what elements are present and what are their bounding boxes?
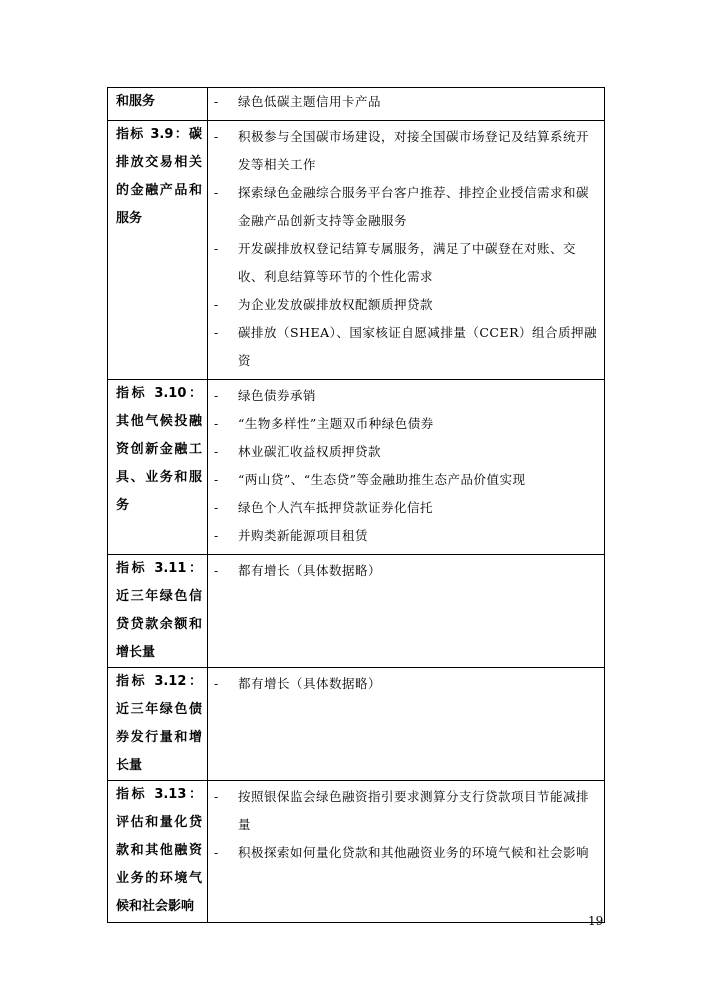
indicator-label-text: 指标 3.12：近三年绿色债券发行量和增长量 <box>116 674 202 773</box>
bullet-dash: - <box>214 472 219 487</box>
list-item <box>208 466 598 494</box>
indicator-label <box>108 668 208 781</box>
bullet-dash: - <box>214 388 219 403</box>
list-item-text: 绿色债券承销 <box>238 388 317 403</box>
bullet-dash: - <box>214 185 219 200</box>
bullet-dash: - <box>214 444 219 459</box>
list-item-text: 都有增长（具体数据略） <box>238 676 382 691</box>
list-item-text: “生物多样性”主题双币种绿色债券 <box>238 416 434 431</box>
list-item-text: 绿色个人汽车抵押贷款证券化信托 <box>238 500 434 515</box>
list-item-text: “两山贷”、“生态贷”等金融助推生态产品价值实现 <box>238 472 526 487</box>
bullet-dash: - <box>214 676 219 691</box>
list-item <box>208 319 598 375</box>
list-item-text: 绿色低碳主题信用卡产品 <box>238 94 382 109</box>
bullet-dash: - <box>214 129 219 144</box>
bullet-dash: - <box>214 94 219 109</box>
bullet-dash: - <box>214 789 219 804</box>
bullet-dash: - <box>214 325 219 340</box>
table-row <box>108 668 605 781</box>
list-item <box>208 783 598 839</box>
list-item-text: 积极参与全国碳市场建设，对接全国碳市场登记及结算系统开发等相关工作 <box>238 129 590 172</box>
list-item-text: 探索绿色金融综合服务平台客户推荐、排控企业授信需求和碳金融产品创新支持等金融服务 <box>238 185 590 228</box>
list-item <box>208 382 598 410</box>
bullet-dash: - <box>214 500 219 515</box>
indicator-label-text: 指标 3.11：近三年绿色信贷贷款余额和增长量 <box>116 561 202 660</box>
bullet-dash: - <box>214 241 219 256</box>
list-item-text: 并购类新能源项目租赁 <box>238 528 369 543</box>
list-item <box>208 291 598 319</box>
indicator-label-text: 和服务 <box>116 94 156 109</box>
list-item <box>208 235 598 291</box>
table-row <box>108 121 605 380</box>
list-item <box>208 438 598 466</box>
list-item <box>208 670 598 698</box>
indicator-items <box>208 668 605 781</box>
list-item-text: 按照银保监会绿色融资指引要求测算分支行贷款项目节能减排量 <box>238 789 590 832</box>
bullet-dash: - <box>214 845 219 860</box>
indicator-label-text: 指标 3.10：其他气候投融资创新金融工具、业务和服务 <box>116 386 202 513</box>
table-row <box>108 88 605 121</box>
indicator-items <box>208 121 605 380</box>
list-item <box>208 494 598 522</box>
list-item <box>208 410 598 438</box>
indicator-items <box>208 555 605 668</box>
list-item-text: 都有增长（具体数据略） <box>238 563 382 578</box>
bullet-dash: - <box>214 416 219 431</box>
list-item-text: 开发碳排放权登记结算专属服务，满足了中碳登在对账、交收、利息结算等环节的个性化需求 <box>238 241 577 284</box>
bullet-dash: - <box>214 528 219 543</box>
indicator-label-text: 指标 3.13：评估和量化贷款和其他融资业务的环境气候和社会影响 <box>116 787 202 914</box>
list-item <box>208 522 598 550</box>
indicator-items <box>208 88 605 121</box>
list-item <box>208 88 598 116</box>
list-item-text: 积极探索如何量化贷款和其他融资业务的环境气候和社会影响 <box>238 845 590 860</box>
indicator-items <box>208 781 605 923</box>
list-item <box>208 839 598 867</box>
indicator-items <box>208 380 605 555</box>
bullet-dash: - <box>214 297 219 312</box>
indicator-label <box>108 88 208 121</box>
table-row <box>108 781 605 923</box>
list-item-text: 为企业发放碳排放权配额质押贷款 <box>238 297 434 312</box>
bullet-dash: - <box>214 563 219 578</box>
table-row <box>108 555 605 668</box>
page-number: 19 <box>588 914 604 928</box>
list-item <box>208 123 598 179</box>
indicator-label <box>108 121 208 380</box>
list-item-text: 林业碳汇收益权质押贷款 <box>238 444 382 459</box>
indicator-label-text: 指标 3.9：碳排放交易相关的金融产品和服务 <box>116 127 202 226</box>
list-item <box>208 179 598 235</box>
list-item-text: 碳排放（SHEA）、国家核证自愿减排量（CCER）组合质押融资 <box>238 325 598 368</box>
table-row <box>108 380 605 555</box>
list-item <box>208 557 598 585</box>
indicator-label <box>108 380 208 555</box>
indicator-label <box>108 781 208 923</box>
indicator-label <box>108 555 208 668</box>
indicator-table <box>107 87 605 923</box>
